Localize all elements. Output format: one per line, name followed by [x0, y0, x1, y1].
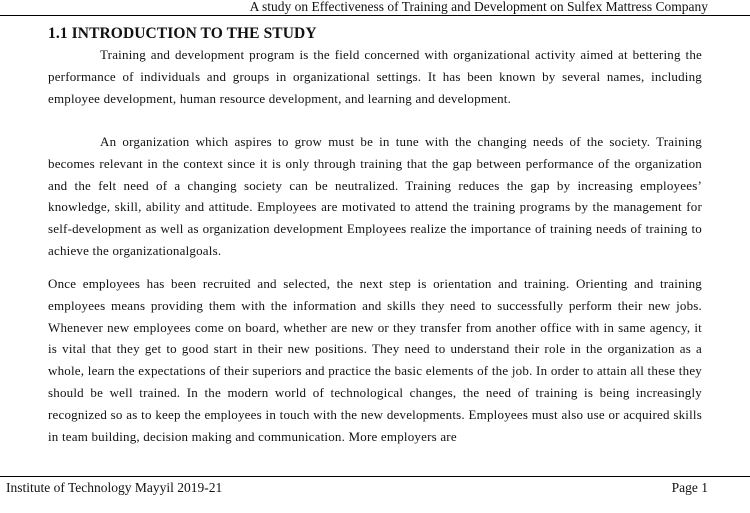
running-header: A study on Effectiveness of Training and Development on Sulfex Mattress Company [249, 0, 708, 14]
page-number: Page 1 [671, 480, 708, 495]
section-heading: 1.1 INTRODUCTION TO THE STUDY [48, 25, 317, 42]
footer-divider [0, 476, 750, 477]
header-divider [0, 15, 750, 16]
body-paragraph-2: An organization which aspires to grow must be in tune with the changing needs of the society. Training becomes relevant in the context since it is only through training that the gap between performance of the organization and the felt need of a changing society can be neutralized. Training reduces the gap by increasing employees’ knowledge, skill, ability and attitude. Employees are motivated to attend the training programs by the management for self-development as well as organization development Employees realize the importance of training needs of training to achieve the organizationalgoals. [48, 134, 702, 258]
body-paragraph-3: Once employees has been recruited and selected, the next step is orientation and training. Orienting and training employees means providing them with the information and skills they need to successfully perform their new jobs. Whenever new employees come on board, whether are new or they transfer from another office with in same agency, it is vital that they get to good start in their new positions. They need to understand their role in the organization as a whole, learn the expectations of their superiors and practice the basic elements of the job. In order to attain all these they should be well trained. In the modern world of technological changes, the need of training is being increasingly recognized so as to keep the employees in touch with the new developments. Employees must also use or acquired skills in team building, decision making and communication. More employers are [48, 276, 702, 444]
body-paragraph-1: Training and development program is the field concerned with organizational activity aimed at bettering the performance of individuals and groups in organizational settings. It has been known by several names, including employee development, human resource development, and learning and development. [48, 47, 702, 106]
footer-institute: Institute of Technology Mayyil 2019-21 [6, 480, 223, 495]
